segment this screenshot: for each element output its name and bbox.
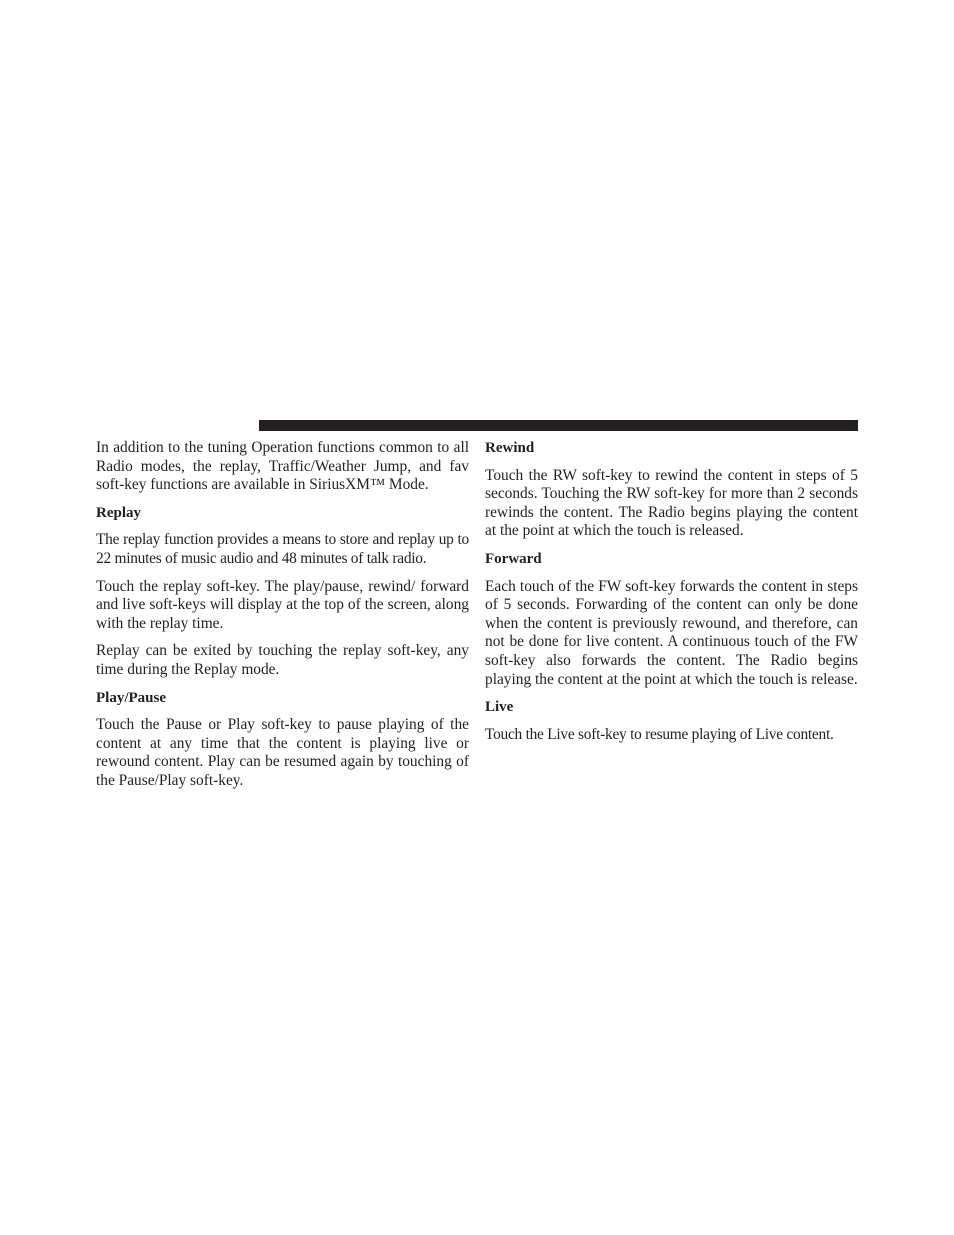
replay-paragraph-2: Touch the replay soft-key. The play/pause, rewind/ forward and live soft-keys will display at the top of the screen, along with the replay time.	[96, 577, 469, 632]
intro-paragraph: In addition to the tuning Operation functions common to all Radio modes, the replay, Traffic/Weather Jump, and fav soft-key functions are available in SiriusXM™ Mode.	[96, 439, 469, 494]
forward-paragraph: Each touch of the FW soft-key forwards the content in steps of 5 seconds. Forwarding of the content can only be done when the content is previously rewound, and therefore, can not be done for live content. A continuous touch of the FW soft-key also forwards the content. The Radio begins playing the content at the point at which the touch is release.	[485, 577, 858, 688]
right-column	[485, 437, 858, 753]
replay-paragraph-3: Replay can be exited by touching the replay soft-key, any time during the Replay mode.	[96, 642, 469, 678]
rewind-paragraph: Touch the RW soft-key to rewind the content in steps of 5 seconds. Touching the RW soft-key for more than 2 seconds rewinds the content. The Radio begins playing the content at the point at which the touch is released.	[485, 466, 858, 540]
rewind-heading: Rewind	[485, 440, 535, 456]
replay-heading: Replay	[96, 504, 141, 521]
section-header-bar	[259, 420, 858, 431]
play-pause-heading: Play/Pause	[96, 689, 166, 706]
forward-heading: Forward	[485, 550, 542, 567]
play-pause-paragraph: Touch the Pause or Play soft-key to pause playing of the content at any time that the content is playing live or rewound content. Play can be resumed again by touching of the Pause/Play soft-key.	[96, 716, 469, 789]
live-paragraph: Touch the Live soft-key to resume playing of Live content.	[485, 725, 834, 743]
live-heading: Live	[485, 699, 514, 716]
replay-paragraph-1: The replay function provides a means to store and replay up to 22 minutes of music audio and 48 minutes of talk radio.	[96, 531, 469, 567]
left-column	[96, 437, 469, 800]
